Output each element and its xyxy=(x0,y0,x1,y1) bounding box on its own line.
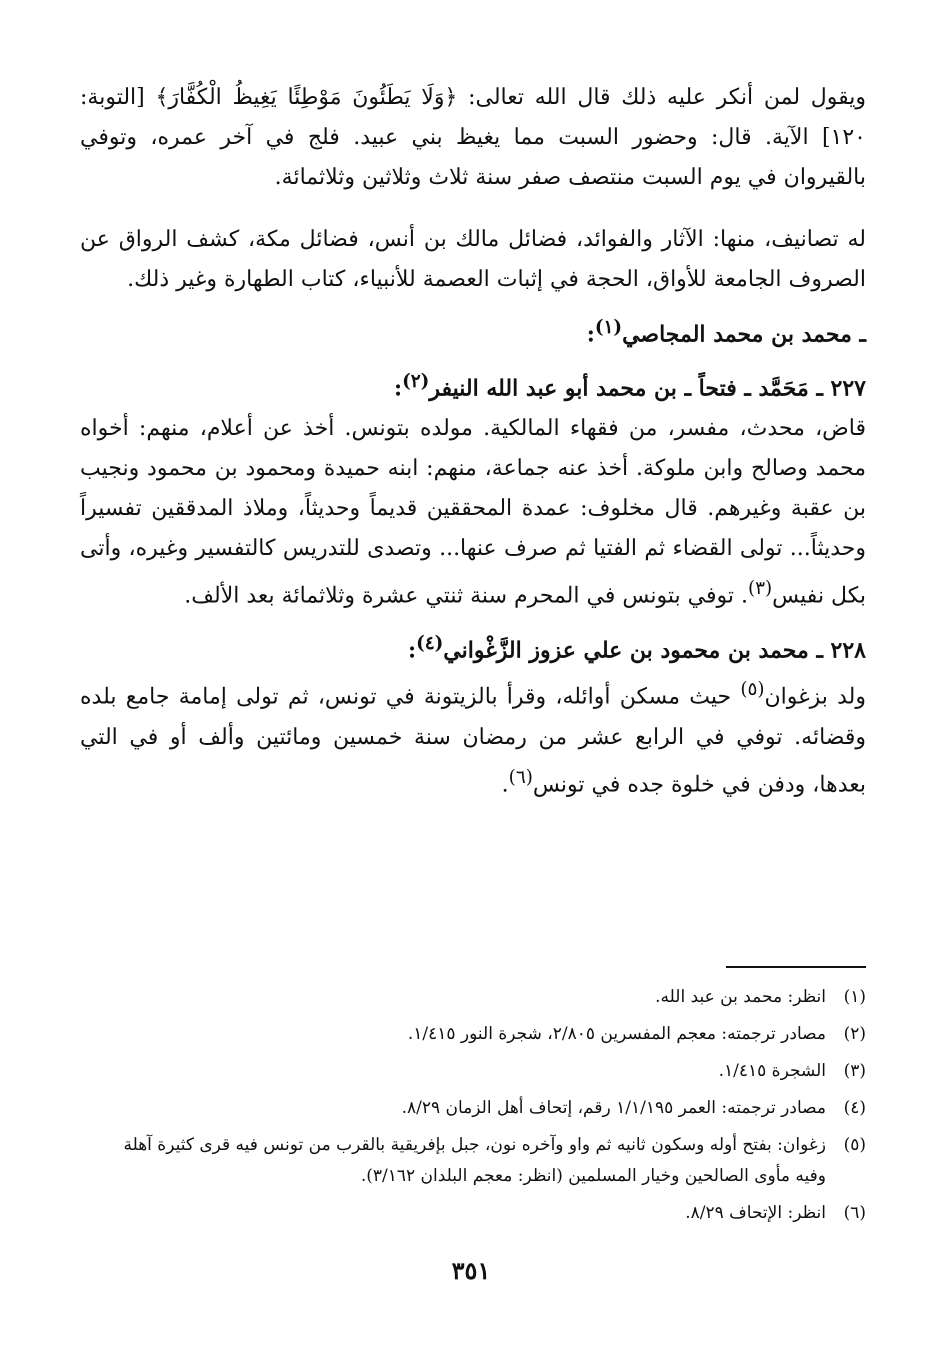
footnote xyxy=(110,982,866,1013)
entry-text-part: . توفي بتونس في المحرم سنة ثنتي عشرة وثلاثمائة بعد الألف. xyxy=(184,582,748,608)
entry-heading-227 xyxy=(80,362,866,408)
entry-heading-mujasi xyxy=(80,308,866,354)
footnote-ref: (٦) xyxy=(508,766,533,788)
entry-number: ٢٢٧ ـ xyxy=(816,375,866,402)
heading-colon: : xyxy=(394,375,403,402)
footnote xyxy=(110,1019,866,1050)
footnote-label: (١) xyxy=(843,987,866,1007)
footnote xyxy=(110,1056,866,1087)
footnote xyxy=(110,1130,866,1192)
entry-text-228 xyxy=(80,670,866,805)
footnote-ref: (١) xyxy=(594,317,623,338)
footnote-text: انظر: محمد بن عبد الله. xyxy=(655,987,826,1007)
page-number: ٣٥١ xyxy=(451,1256,491,1285)
footnote-label: (٢) xyxy=(843,1024,866,1044)
footnote-label: (٣) xyxy=(843,1061,866,1081)
footnote xyxy=(110,1198,866,1229)
entry-text-part: . xyxy=(501,771,509,797)
footnote-ref: (٣) xyxy=(747,577,773,599)
entry-number: ٢٢٨ ـ xyxy=(816,637,866,664)
footnote-label: (٦) xyxy=(843,1203,866,1223)
footnote-text: انظر: الإتحاف ٨/٢٩. xyxy=(685,1203,826,1223)
paragraph-works: له تصانيف، منها: الآثار والفوائد، فضائل مالك بن أنس، فضائل مكة، كشف الرواق عن الصروف الجامعة للأواق، الحجة في إثبات العصمة للأنبياء، كتاب الطهارة وغير ذلك. xyxy=(80,227,866,292)
page-body xyxy=(80,78,866,805)
footnote-ref: (٥) xyxy=(740,679,765,701)
footnote-ref: (٤) xyxy=(416,632,444,654)
entry-title: محمد بن محمود بن علي عزوز الزَّغْواني xyxy=(443,637,809,664)
footnote-label: (٥) xyxy=(843,1135,866,1155)
entry-text-part: قاض، محدث، مفسر، من فقهاء المالكية. مولده بتونس. أخذ عن أعلام، منهم: أخواه محمد وصالح وابن ملوكة. أخذ عنه جماعة، منهم: ابنه حميدة ومحمود بن محمود ونجيب بن عقبة وغيرهم. قال مخلوف: عمدة المحققين قديماً وحديثاً، وملاذ المدققين تفسيراً وحديثاً... تولى القضاء ثم الفتيا ثم صرف عنها... وتصدى للتدريس كالتفسير وغيره، وأتى بكل نفيس xyxy=(80,415,866,608)
heading-colon: : xyxy=(586,321,595,348)
heading-colon: : xyxy=(407,637,417,664)
footnote-divider xyxy=(726,966,866,968)
entry-text-part: حيث مسكن أوائله، وقرأ بالزيتونة في تونس، ثم تولى إمامة جامع بلده وقضائه. توفي في الرابع عشر من رمضان سنة خمسين ومائتين وألف أو في التي بعدها، ودفن في خلوة جده في تونس xyxy=(80,684,867,797)
footnotes xyxy=(110,982,866,1235)
footnote-text: زغوان: بفتح أوله وسكون ثانيه ثم واو وآخره نون، جبل بإفريقية بالقرب من تونس فيه قرى كثيرة آهلة وفيه مأوى الصالحين وخيار المسلمين (انظر: معجم البلدان ٣/١٦٢). xyxy=(123,1135,826,1186)
footnote-text: الشجرة ١/٤١٥. xyxy=(718,1061,826,1081)
footnote-ref: (٢) xyxy=(402,371,430,393)
footnote-text: مصادر ترجمته: العمر ١/١/١٩٥ رقم، إتحاف أهل الزمان ٨/٢٩. xyxy=(401,1098,826,1118)
entry-title: مَحَمَّد ـ فتحاً ـ بن محمد أبو عبد الله النيفر xyxy=(429,375,809,402)
footnote-label: (٤) xyxy=(843,1098,866,1118)
entry-heading-228 xyxy=(80,624,866,670)
entry-text-part: ولد بزغوان xyxy=(764,684,866,710)
footnote xyxy=(110,1093,866,1124)
paragraph-intro: ويقول لمن أنكر عليه ذلك قال الله تعالى: ﴿وَلَا يَطَئُونَ مَوْطِئًا يَغِيظُ الْكُفَّارَ﴾ [التوبة: ١٢٠] الآية. قال: وحضور السبت مما يغيظ بني عبيد. فلج في آخر عمره، وتوفي بالقيروان في يوم السبت منتصف صفر سنة ثلاث وثلاثين وثلاثمائة. xyxy=(80,85,866,190)
entry-title: ـ محمد بن محمد المجاصي xyxy=(622,321,866,348)
entry-text-227 xyxy=(80,409,866,616)
footnote-text: مصادر ترجمته: معجم المفسرين ٢/٨٠٥، شجرة النور ١/٤١٥. xyxy=(407,1024,826,1044)
